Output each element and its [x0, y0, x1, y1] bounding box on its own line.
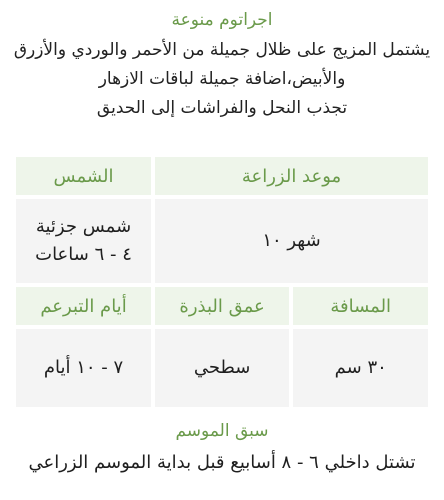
sun-value-line: ٤ - ٦ ساعات — [35, 244, 132, 265]
sun-value — [16, 199, 151, 283]
season-text: تشتل داخلي ٦ - ٨ أسابيع قبل بداية الموسم الزراعي — [28, 452, 416, 473]
spacing-value: ٣٠ سم — [293, 329, 428, 407]
germination-header: أيام التبرعم — [16, 287, 151, 325]
description-line: تجذب النحل والفراشات إلى الحديق — [96, 98, 348, 118]
spacing-header: المسافة — [293, 287, 428, 325]
table1-value-row — [16, 199, 428, 283]
sun-value-line: شمس جزئية — [35, 216, 132, 237]
product-title: اجراتوم منوعة — [171, 10, 273, 30]
product-description — [8, 36, 436, 123]
seed-depth-value: سطحي — [155, 329, 290, 407]
seed-depth-header: عمق البذرة — [155, 287, 290, 325]
sun-header: الشمس — [16, 157, 151, 195]
description-line: والأبيض،اضافة جميلة لباقات الازهار — [98, 69, 346, 89]
planting-date-header: موعد الزراعة — [155, 157, 428, 195]
description-line: يشتمل المزيج على ظلال جميلة من الأحمر والوردي والأزرق — [13, 40, 431, 60]
planting-date-value: شهر ١٠ — [155, 199, 428, 283]
season-title: سبق الموسم — [175, 421, 269, 441]
table1-header-row — [16, 157, 428, 195]
table2-header-row — [16, 287, 428, 325]
germination-value: ٧ - ١٠ أيام — [16, 329, 151, 407]
table2-value-row — [16, 329, 428, 407]
